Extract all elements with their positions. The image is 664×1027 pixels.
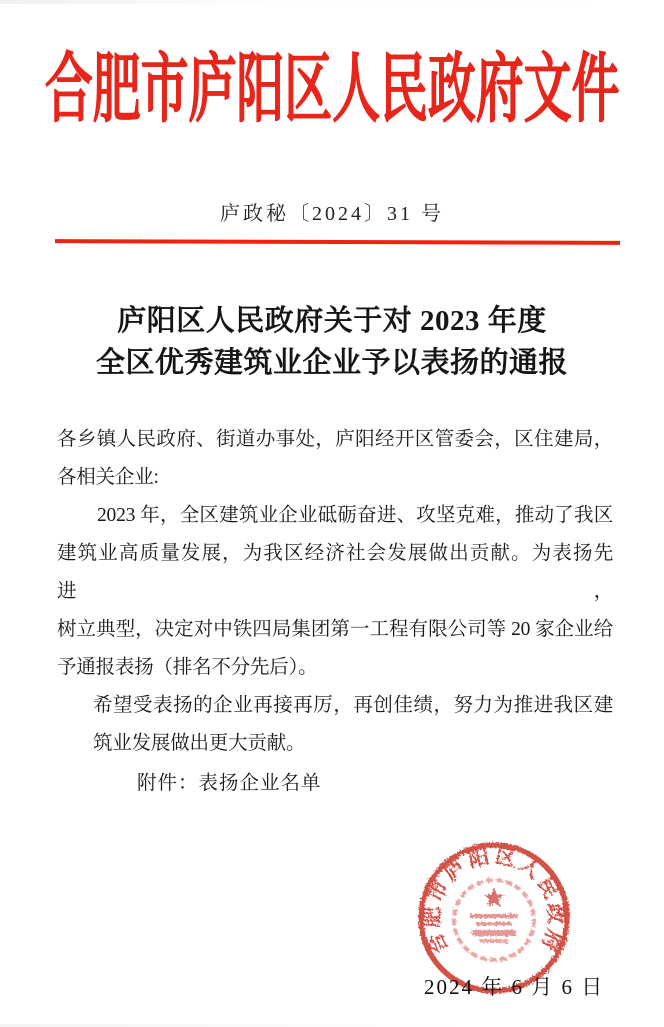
doc-number: 庐政秘〔2024〕31 号	[220, 203, 444, 225]
body-line: 建筑业高质量发展，为我区经济社会发展做出贡献。为表扬先进，	[57, 543, 613, 602]
body-line: 各相关企业:	[57, 467, 159, 488]
body-line: 筑业发展做出更大贡献。	[93, 733, 306, 754]
body-line: 各乡镇人民政府、街道办事处，庐阳经开区管委会，区住建局，	[57, 429, 613, 450]
document-body	[57, 421, 613, 763]
doc-title-line-1: 庐阳区人民政府关于对 2023 年度	[117, 305, 547, 337]
body-line: 树立典型，决定对中铁四局集团第一工程有限公司等 20 家企业给	[57, 619, 613, 640]
body-line: 2023 年，全区建筑业企业砥砺奋进、攻坚克难，推动了我区	[97, 505, 613, 526]
national-emblem-icon	[454, 880, 534, 960]
doc-title	[0, 300, 664, 384]
attachment-note: 附件：表扬企业名单	[137, 773, 322, 794]
doc-title-line-2: 全区优秀建筑业企业予以表扬的通报	[95, 347, 568, 379]
seal-text: 合肥市庐阳区人民政府	[421, 845, 567, 957]
issue-date: 2024 年 6 月 6 日	[424, 975, 605, 999]
scan-artifact	[0, 0, 664, 4]
body-line: 希望受表扬的企业再接再厉，再创佳绩，努力为推进我区建	[93, 695, 613, 716]
masthead-title: 合肥市庐阳区人民政府文件	[44, 47, 620, 132]
body-line: 予通报表扬（排名不分先后）。	[57, 657, 318, 678]
red-divider	[55, 239, 620, 245]
masthead	[0, 28, 664, 136]
